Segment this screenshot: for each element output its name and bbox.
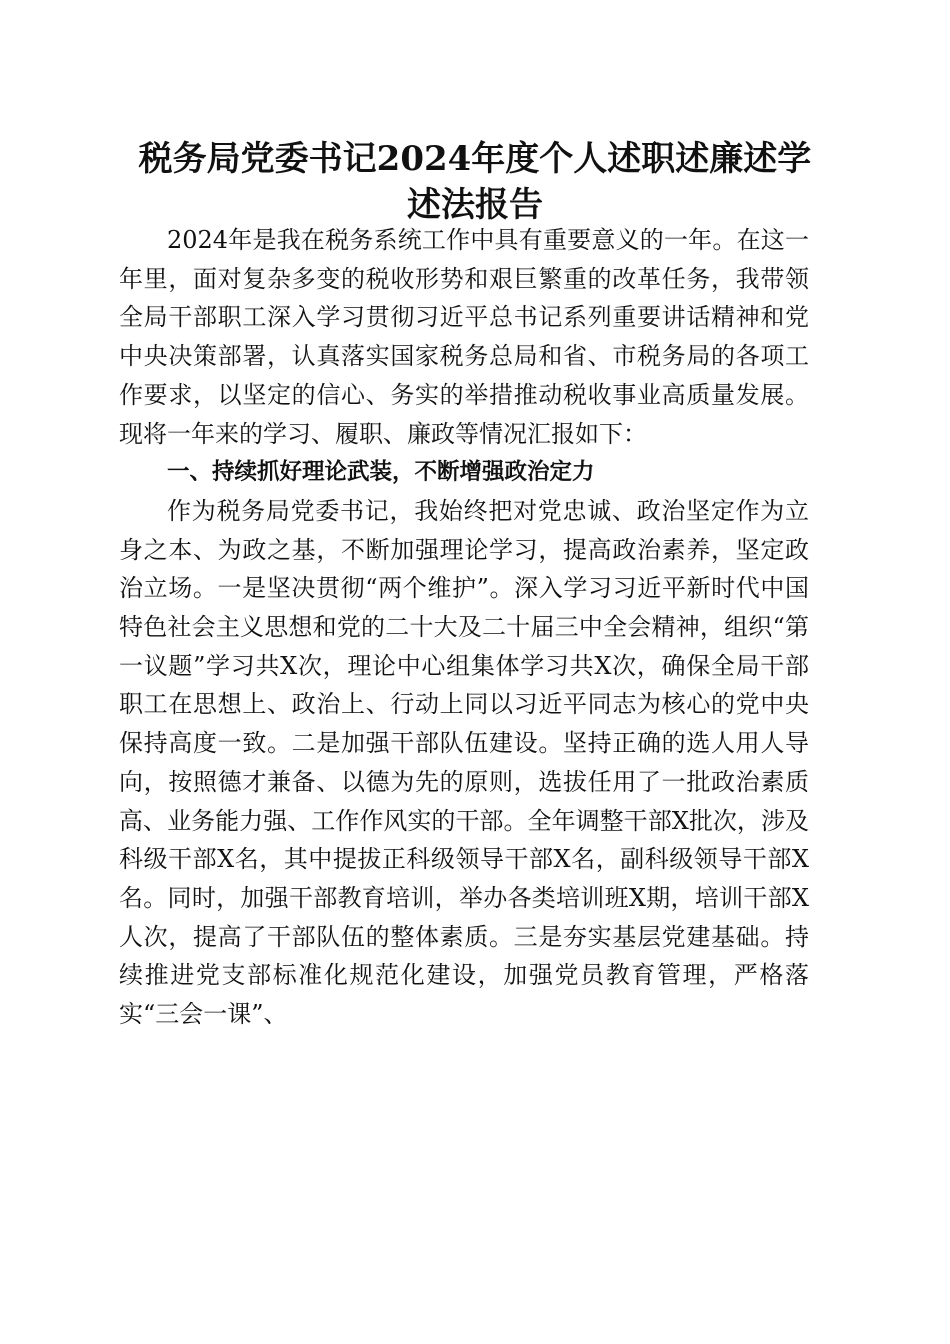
intro-paragraph: 2024年是我在税务系统工作中具有重要意义的一年。在这一年里，面对复杂多变的税收形势和艰巨繁重的改革任务，我带领全局干部职工深入学习贯彻习近平总书记系列重要讲话精神和党中央决策部署，认真落实国家税务总局和省、市税务局的各项工作要求，以坚定的信心、务实的举措推动税收事业高质量发展。现将一年来的学习、履职、廉政等情况汇报如下： (119, 226, 809, 448)
section-1-paragraph: 作为税务局党委书记，我始终把对党忠诚、政治坚定作为立身之本、为政之基，不断加强理论学习，提高政治素养，坚定政治立场。一是坚决贯彻“两个维护”。深入学习习近平新时代中国特色社会主义思想和党的二十大及二十届三中全会精神，组织“第一议题”学习共X次，理论中心组集体学习共X次，确保全局干部职工在思想上、政治上、行动上同以习近平同志为核心的党中央保持高度一致。二是加强干部队伍建设。坚持正确的选人用人导向，按照德才兼备、以德为先的原则，选拔任用了一批政治素质高、业务能力强、工作作风实的干部。全年调整干部X批次，涉及科级干部X名，其中提拔正科级领导干部X名，副科级领导干部X名。同时，加强干部教育培训，举办各类培训班X期，培训干部X人次，提高了干部队伍的整体素质。三是夯实基层党建基础。持续推进党支部标准化规范化建设，加强党员教育管理，严格落实“三会一课”、 (119, 496, 809, 1029)
section-1-heading: 一、持续抓好理论武装，不断增强政治定力 (167, 459, 595, 486)
document-body (119, 221, 809, 1034)
document-title (110, 136, 840, 228)
title-line-2: 述法报告 (407, 185, 543, 225)
title-line-1: 税务局党委书记2024年度个人述职述廉述学 (138, 139, 812, 179)
